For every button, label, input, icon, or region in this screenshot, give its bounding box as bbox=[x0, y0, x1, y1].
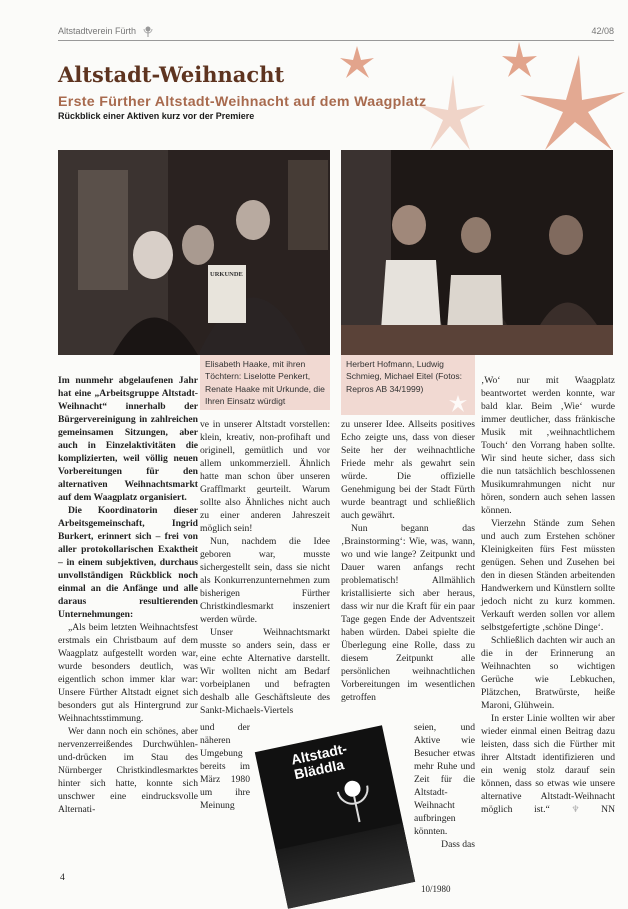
column-3 bbox=[341, 418, 475, 704]
star-large bbox=[520, 55, 625, 150]
body-paragraph-end: Dass das bbox=[441, 839, 475, 850]
end-mark-icon: ♆ bbox=[571, 804, 580, 814]
column-2 bbox=[200, 418, 330, 717]
photo-organizers bbox=[341, 150, 613, 355]
body-paragraph: ‚Wo‘ nur mit Waagplatz beantwortet werden konnte, war bald klar. Beim ‚Wie‘ wurde immer deutlicher, dass fränkische Musik mit ‚weihnachtlichem Touch‘ den Vorrang haben sollte. Wir sind heute sicher, dass sich die nun tatsächlich beschlossenen Musikumrahmungen nicht nur hören, sondern auch sehen lassen können. bbox=[481, 375, 615, 516]
column-4 bbox=[481, 374, 615, 816]
photo-caption-2 bbox=[341, 355, 475, 415]
intro-paragraph: Die Koordinatorin dieser Arbeitsgemeinschaft, Ingrid Burkert, erinnert sich – frei von aller protokollarischen Exaktheit – in einem subjektiven, durchaus unvollständigen Rückblick noch einmal an die Anfänge und alle daraus resultierenden Unternehmungen: bbox=[58, 505, 198, 620]
cover-altstadt-blaeddla bbox=[255, 725, 415, 909]
star-small-1 bbox=[340, 46, 374, 78]
body-paragraph-final bbox=[481, 712, 615, 816]
photo-caption-2-text: Herbert Hofmann, Ludwig Schmieg, Michael Eitel (Fotos: Repros AB 34/1999) bbox=[346, 359, 463, 394]
certificate-sign: URKUNDE bbox=[210, 271, 243, 278]
photo-haake-family bbox=[58, 150, 330, 355]
body-paragraph: Nun, nachdem die Idee geboren war, musste sichergestellt sein, dass sie nicht als Konkurrenzunternehmen zum bisherigen Fürther Christkindlesmarkt inszeniert werden würde. bbox=[200, 536, 330, 625]
body-paragraph: Wer dann noch ein schönes, aber nervenzerreißendes Durchwühlen-und-drücken im Stau des Nürnberger Christkindlesmarktes hinter sich hatte, konnte sich unschwer eine eindrucksvolle Alternati- bbox=[58, 726, 198, 815]
cover-title: Altstadt-Bläddla bbox=[289, 740, 349, 783]
column-2-wrapped bbox=[200, 721, 250, 812]
photo-caption-1: Elisabeth Haake, mit ihren Töchtern: Liselotte Penkert, Renate Haake mit Urkunde, die Ihren Einsatz würdigt bbox=[200, 355, 330, 410]
issue-number: 42/08 bbox=[591, 26, 614, 36]
intro-paragraph: Im nunmehr abgelaufenen Jahr hat eine „Arbeitsgruppe Altstadt-Weihnacht“ innerhalb der Bürgervereinigung in zahlreichen gemeinsamen Sitzungen, aber auch in Einzelaktivitäten die komplizierten, weil völlig neuen Vorbereitungen für den alternativen Weihnachtsmarkt auf dem Waagplatz organisiert. bbox=[58, 375, 198, 503]
article-title: Altstadt-Weihnacht bbox=[58, 62, 285, 87]
column-1 bbox=[58, 374, 198, 816]
body-paragraph: Vierzehn Stände zum Sehen und auch zum Erstehen schöner Kleinigkeiten fürs Fest müssten genügen. Sehen und Zusehen bei den in diesen Ständen arbeitenden Handwerkern und Künstlern sollte jedoch nicht zu kurz kommen. Verkauft werden sollen vor allem selbstgefertigte ‚schöne Dinge‘. bbox=[481, 518, 615, 633]
body-paragraph: Nun begann das ‚Brainstorming‘: Wie, was, wann, wo und wie lange? Zeitpunkt und Dauer waren anfangs recht problematisch! Allmählich kristallisierte sich aber heraus, dass wir nur die Kraft für ein paar Tage gegen Ende der Adventszeit haben würden. Dabei spielte die Überlegung eine Rolle, dass zu diesem Zeitpunkt alle persönlichen weihnachtlichen Vorbereitungen im wesentlichen getroffen bbox=[341, 523, 475, 703]
body-paragraph: zu unserer Idee. Allseits positives Echo zeigte uns, dass von dieser Seite her der weihnachtliche Friede mehr als gewahrt sein würde. Die offizielle Genehmigung bei der Stadt Fürth wurde beantragt und schließlich auch gewährt. bbox=[341, 419, 475, 521]
body-paragraph-wrapped: und der näheren Umgebung bereits im März 1980 um ihre Meinung bbox=[200, 722, 250, 811]
star-small-2 bbox=[502, 42, 537, 77]
altstadtverein-logo-icon bbox=[143, 25, 153, 37]
cover-caption: 10/1980 bbox=[421, 884, 451, 894]
article-subtitle: Erste Fürther Altstadt-Weihnacht auf dem Waagplatz bbox=[58, 94, 427, 110]
article-kicker: Rückblick einer Aktiven kurz vor der Premiere bbox=[58, 111, 255, 121]
cover-logo-icon bbox=[330, 771, 380, 828]
star-icon bbox=[449, 395, 467, 413]
body-paragraph: ve in unserer Altstadt vorstellen: klein, kreativ, non-profihaft und originell, gemütlich und vor allem unkommerziell. Ähnlich hatte man schon über unseren Grafflmarkt geurteilt. Warum sollte also Ähnliches nicht auch zu einer anderen Jahreszeit möglich sein! bbox=[200, 419, 330, 534]
star-faded bbox=[418, 75, 485, 150]
body-paragraph: Schließlich dachten wir auch an die in der Erinnerung an Weihnachten so wichtigen Gerüche wie Lebkuchen, Plätzchen, Bratwürste, heiße Maroni, Glühwein. bbox=[481, 635, 615, 711]
body-paragraph-wrapped: seien, und Aktive wie Besucher etwas mehr Ruhe und Zeit für die Altstadt-Weihnacht aufbringen könnten. bbox=[414, 722, 475, 837]
body-paragraph: In erster Linie wollten wir aber wieder einmal einen Beitrag dazu leisten, dass sich die Fürther mit ihrer Altstadt identifizieren und ein wenig stolz darauf sein können, dass so etwas wie unsere alternative Altstadt-Weihnacht möglich ist.“ bbox=[481, 713, 615, 815]
page-number: 4 bbox=[60, 872, 65, 883]
publisher-name: Altstadtverein Fürth bbox=[58, 26, 137, 36]
header-rule bbox=[58, 40, 614, 41]
body-paragraph: „Als beim letzten Weihnachtsfest erstmals ein Christbaum auf dem Waagplatz aufgestellt worden war, wurde besonders deutlich, was eigentlich schon immer klar war: Unsere Fürther Altstadt eignet sich besonders gut als Hintergrund zur Weihnachtsstimmung. bbox=[58, 622, 198, 724]
body-paragraph: Unser Weihnachtsmarkt musste so anders sein, dass er eine echte Alternative darstellt. Wir wollten nicht am Bedarf vorbeiplanen und befragten deshalb alle Geschäftsleute des Sankt-Michaels-Viertels bbox=[200, 627, 330, 716]
author-initials: NN bbox=[601, 804, 616, 815]
column-3-wrapped bbox=[414, 721, 475, 851]
